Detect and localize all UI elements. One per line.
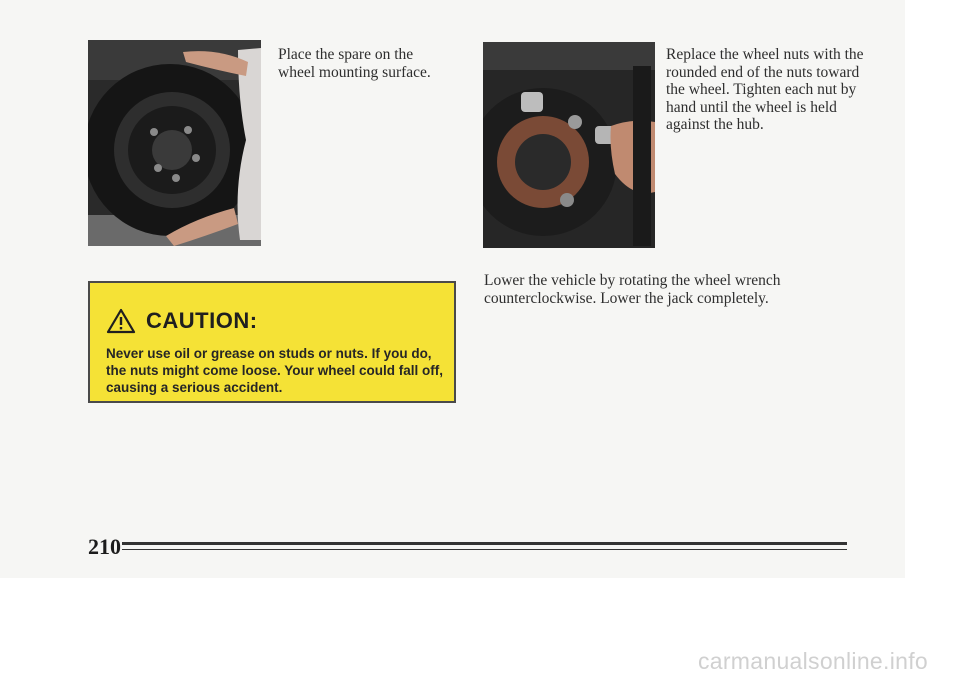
page-number: 210 <box>88 534 121 559</box>
wheel-nuts-photo <box>483 42 655 248</box>
caution-text: Never use oil or grease on studs or nuts. If you do, the nuts might come loose. Your wheel could fall off, causing a serious accident. <box>106 346 444 395</box>
footer-rule <box>122 542 847 545</box>
spare-tire-photo <box>88 40 261 246</box>
warning-triangle-icon <box>106 308 136 334</box>
caution-title: CAUTION: <box>146 308 258 333</box>
footer-rule-thin <box>122 549 847 550</box>
wheel-nuts-instruction: Replace the wheel nuts with the rounded end of the nuts toward the wheel. Tighten each nut by hand until the wheel is held against the hub. <box>666 46 864 133</box>
lower-vehicle-instruction: Lower the vehicle by rotating the wheel wrench counterclockwise. Lower the jack completely. <box>484 272 781 307</box>
spare-placement-instruction: Place the spare on the wheel mounting surface. <box>278 46 431 81</box>
caution-box <box>88 281 456 403</box>
watermark: carmanualsonline.info <box>697 648 928 674</box>
caution-heading <box>106 308 258 334</box>
